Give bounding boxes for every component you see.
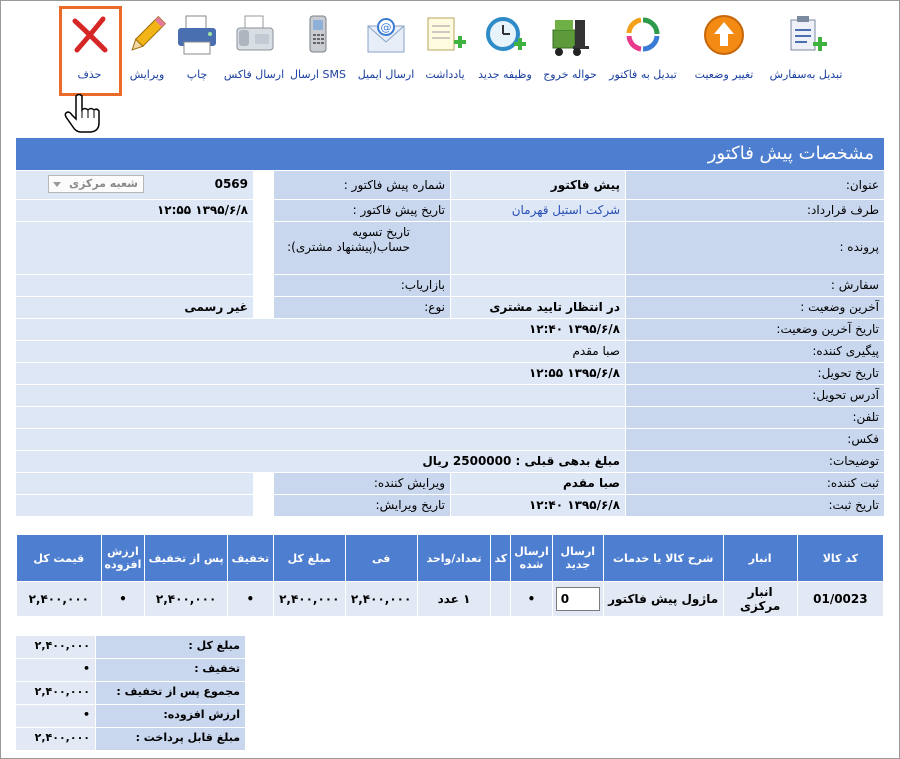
fax-label: فکس: [626,429,884,450]
editor-value [16,473,253,494]
change-status-label: تغییر وضعیت [694,68,754,81]
date-value: ۱۳۹۵/۶/۸ ۱۲:۵۵ [16,200,253,221]
registrar-value: صبا مقدم [451,473,625,494]
items-header-row [17,535,884,582]
cell-kod [491,582,511,617]
row-delivery-address [16,385,884,407]
toolbar [52,6,888,92]
phone-value [16,407,625,428]
settle-value [16,222,253,274]
send-sms-label: ارسال SMS [290,68,346,81]
col-kod: کد [491,535,511,582]
vat-value: • [16,705,95,727]
phone-label: تلفن: [626,407,884,428]
cell-vat: • [101,582,145,617]
col-vat: ارزش افزوده [101,535,145,582]
col-sent: ارسال شده [511,535,553,582]
note-button[interactable] [418,6,472,81]
vat-label: ارزش افزوده: [96,705,245,727]
row-follower [16,341,884,363]
new-task-label: وظیفه جدید [478,68,532,81]
description-value: مبلغ بدهی قبلی : 2500000 ریال [16,451,625,472]
col-new-send: ارسال جدید [552,535,603,582]
forklift-icon [547,12,593,58]
convert-cycle-icon [620,12,666,58]
editor-label: ویرایش کننده: [274,473,450,494]
marketer-label: بازاریاب: [274,275,450,296]
delivery-address-value [16,385,625,406]
number-cell [16,171,253,199]
send-email-label: ارسال ایمیل [357,68,415,81]
row-description [16,451,884,473]
to-order-label: تبدیل به‌سفارش [769,68,843,81]
edit-button[interactable] [122,6,172,81]
row-phone [16,407,884,429]
note-label: یادداشت [425,68,465,81]
cell-discount: • [227,582,273,617]
total-value: ۲,۴۰۰,۰۰۰ [16,636,95,658]
totals-panel [16,636,245,751]
last-status-label: آخرین وضعیت : [626,297,884,318]
items-table [16,534,884,617]
delete-highlight-box [59,6,122,96]
cell-final-price: ۲,۴۰۰,۰۰۰ [17,582,102,617]
payable-label: مبلغ قابل پرداخت : [96,728,245,750]
row-order [16,275,884,297]
cell-description: ماژول پیش فاکتور [603,582,723,617]
number-value: 0569 [214,177,248,191]
new-task-button[interactable] [474,6,536,81]
to-invoice-label: تبدیل به فاکتور [609,68,677,81]
party-label: طرف قرارداد: [626,200,884,221]
send-fax-label: ارسال فاکس [223,68,285,81]
col-discount: تخفیف [227,535,273,582]
exit-transfer-button[interactable] [540,6,600,81]
last-status-date-value: ۱۳۹۵/۶/۸ ۱۲:۴۰ [16,319,625,340]
col-final-price: قیمت کل [17,535,102,582]
total-label: مبلغ کل : [96,636,245,658]
col-description: شرح کالا یا خدمات [603,535,723,582]
details-title: مشخصات پیش فاکتور [707,143,874,164]
hand-cursor-icon [62,92,106,134]
after-discount-label: مجموع پس از تخفیف : [96,682,245,704]
delivery-date-label: تاریخ تحویل: [626,363,884,384]
arrow-up-circle-icon [701,12,747,58]
col-unit-price: فی [345,535,417,582]
cell-unit-price: ۲,۴۰۰,۰۰۰ [345,582,417,617]
edit-label: ویرایش [129,68,165,81]
to-order-button[interactable] [764,6,848,81]
registrar-label: ثبت کننده: [626,473,884,494]
order-label: سفارش : [626,275,884,296]
party-link[interactable]: شرکت استیل قهرمان [451,200,625,221]
cell-total: ۲,۴۰۰,۰۰۰ [273,582,345,617]
exit-transfer-label: حواله خروج [543,68,597,81]
cell-after-discount: ۲,۴۰۰,۰۰۰ [145,582,228,617]
cell-warehouse: انبار مرکزی [723,582,797,617]
printer-icon [174,12,220,58]
send-fax-button[interactable] [222,6,286,81]
mobile-phone-icon [295,12,341,58]
reg-date-value: ۱۳۹۵/۶/۸ ۱۲:۴۰ [451,495,625,516]
svg-text:@: @ [380,21,392,34]
follower-label: پیگیری کننده: [626,341,884,362]
file-label: پرونده : [626,222,884,274]
fax-icon [231,12,277,58]
email-icon [363,12,409,58]
details-grid [16,171,884,517]
discount-row [16,659,245,681]
delete-label: حذف [77,68,102,81]
row-fax [16,429,884,451]
type-label: نوع: [274,297,450,318]
new-send-input[interactable] [556,587,600,611]
title-value: پیش فاکتور [451,171,625,199]
date-label: تاریخ پیش فاکتور : [274,200,450,221]
discount-value: • [16,659,95,681]
after-discount-row [16,682,245,704]
total-row [16,636,245,658]
marketer-value [16,275,253,296]
col-qty-unit: تعداد/واحد [417,535,491,582]
col-total: مبلغ کل [273,535,345,582]
print-button[interactable] [174,6,220,81]
type-value: غیر رسمی [16,297,253,318]
after-discount-value: ۲,۴۰۰,۰۰۰ [16,682,95,704]
edit-date-label: تاریخ ویرایش: [274,495,450,516]
follower-value: صبا مقدم [16,341,625,362]
last-status-value: در انتظار تایید مشتری [451,297,625,318]
row-party [16,200,884,222]
edit-date-value [16,495,253,516]
fax-value [16,429,625,450]
row-last-status [16,297,884,319]
payable-value: ۲,۴۰۰,۰۰۰ [16,728,95,750]
row-delivery-date [16,363,884,385]
order-value [451,275,625,296]
file-value [451,222,625,274]
discount-label: تخفیف : [96,659,245,681]
chevron-down-icon [53,182,61,187]
cell-sent: • [511,582,553,617]
details-header [16,138,884,170]
title-label: عنوان: [626,171,884,199]
change-status-button[interactable] [688,6,760,81]
number-label: شماره پیش فاکتور : [274,171,450,199]
to-invoice-button[interactable] [604,6,682,81]
payable-row [16,728,245,750]
row-title [16,171,884,200]
last-status-date-label: تاریخ آخرین وضعیت: [626,319,884,340]
send-sms-button[interactable] [290,6,346,81]
cell-code: 01/0023 [797,582,883,617]
col-after-discount: پس از تخفیف [145,535,228,582]
delivery-date-value: ۱۳۹۵/۶/۸ ۱۲:۵۵ [16,363,625,384]
pencil-icon [124,12,170,58]
cell-qty-unit: ۱ عدد [417,582,491,617]
note-add-icon [422,12,468,58]
row-reg-date [16,495,884,517]
row-file [16,222,884,275]
row-last-status-date [16,319,884,341]
send-email-button[interactable] [354,6,418,81]
table-row [17,582,884,617]
settle-label: تاریخ تسویه حساب(پیشنهاد مشتری): [274,222,450,274]
cell-new-send [552,582,603,617]
print-label: چاپ [186,68,208,81]
row-registrar [16,473,884,495]
reg-date-label: تاریخ ثبت: [626,495,884,516]
vat-row [16,705,245,727]
description-label: توضیحات: [626,451,884,472]
branch-select-value: شعبه مرکزی [69,177,138,190]
clock-add-icon [482,12,528,58]
delivery-address-label: آدرس تحویل: [626,385,884,406]
branch-select[interactable] [48,175,144,193]
col-code: کد کالا [797,535,883,582]
clipboard-add-icon [783,12,829,58]
col-warehouse: انبار [723,535,797,582]
